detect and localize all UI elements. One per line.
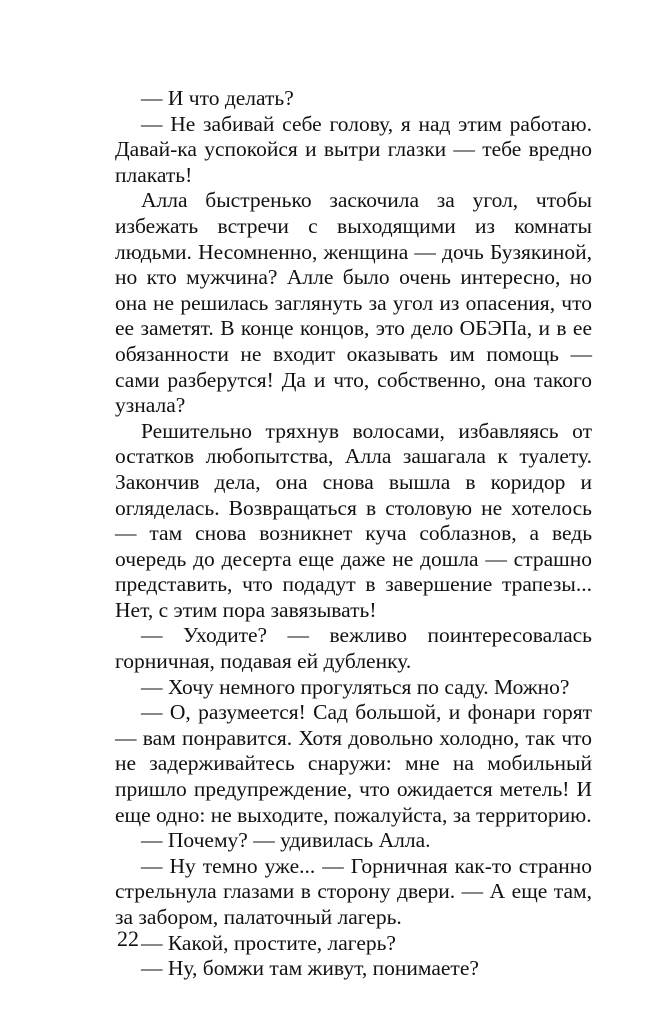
paragraph-4: Решительно тряхнув волосами, избавляясь от остатков любопытства, Алла зашагала к туалету. Закончив дела, она снова вышла в коридор и огляделась. Возвращаться в столовую не хотелось — там снова возникнет куча соблазнов, а ведь очередь до десерта еще даже не дошла — страшно представить, что подадут в завершение трапезы... Нет, с этим пора завязывать! <box>115 418 592 622</box>
paragraph-2: — Не забивай себе голову, я над этим работаю. Давай-ка успокойся и вытри глазки — тебе вредно плакать! <box>115 111 592 187</box>
paragraph-8: — Почему? — удивилась Алла. <box>141 828 431 853</box>
page-number: 22 <box>117 926 139 951</box>
paragraph-10: — Какой, простите, лагерь? <box>141 930 396 955</box>
paragraph-11: — Ну, бомжи там живут, понимаете? <box>141 956 479 981</box>
paragraph-3: Алла быстренько заскочила за угол, чтобы избежать встречи с выходящими из комнаты людьми. Несомненно, женщина — дочь Бузякиной, но кто мужчина? Алле было очень интересно, но она не решилась заглянуть за угол из опасения, что ее заметят. В конце концов, это дело ОБЭПа, и в ее обязанности не входит оказывать им помощь — сами разберутся! Да и что, собственно, она такого узнала? <box>115 188 592 418</box>
paragraph-7: — О, разумеется! Сад большой, и фонари горят — вам понравится. Хотя довольно холодно, так что не задерживайтесь снаружи: мне на мобильный пришло предупреждение, что ожидается метель! И еще одно: не выходите, пожалуйста, за территорию. <box>115 700 592 827</box>
body-text <box>115 86 592 982</box>
paragraph-9: — Ну темно уже... — Горничная как-то странно стрельнула глазами в сторону двери. — А еще там, за забором, палаточный лагерь. <box>115 853 592 929</box>
paragraph-1: — И что делать? <box>141 86 294 110</box>
paragraph-6: — Хочу немного прогуляться по саду. Можно? <box>141 674 570 699</box>
paragraph-5: — Уходите? — вежливо поинтересовалась горничная, подавая ей дубленку. <box>115 623 592 674</box>
